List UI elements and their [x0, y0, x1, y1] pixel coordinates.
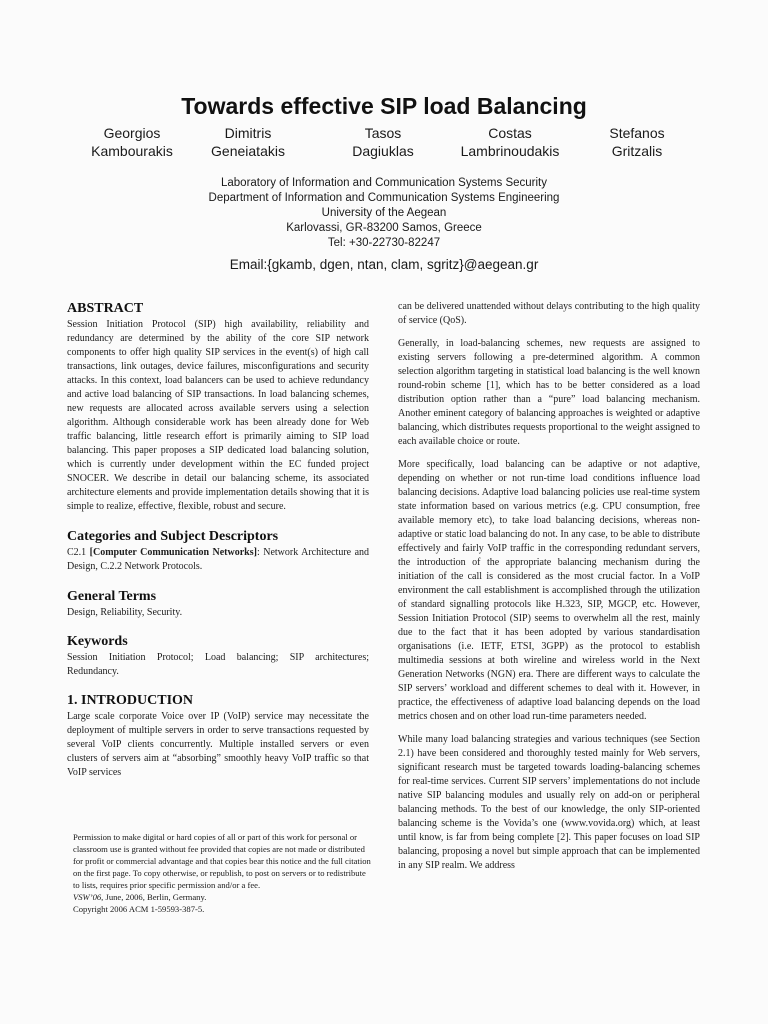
- keywords-heading: Keywords: [67, 634, 128, 649]
- permission-footnote: [73, 831, 373, 915]
- copyright-text: Copyright 2006 ACM 1-59593-387-5.: [73, 904, 205, 914]
- introduction-text: Large scale corporate Voice over IP (VoIP) service may necessitate the deployment of multiple servers in order to serve transactions requested by several VoIP clients concurrently. Multiple installed servers or even clusters of servers aim at “absorbing” smoothly heavy VoIP traffic so that VoIP services: [67, 711, 369, 778]
- abstract-heading: ABSTRACT: [67, 301, 144, 316]
- abstract-text: Session Initiation Protocol (SIP) high availability, reliability and redundancy are determined by the ability of the core SIP network components to offer high quality SIP services in the event(s) of high call transactions, link outages, device failures, misconfigurations and security attacks. In this context, load balancers can be used to achieve redundancy and active load balancing of SIP transactions. In load balancing schemes, new requests are allocated across available servers using a selection algorithm. Although considerable work has been already done for Web traffic balancing, little research effort is primarily aiming to SIP load balancing. This paper proposes a SIP dedicated load balancing solution, which is currently under development within the EC funded project SNOCER. We describe in detail our balancing scheme, its associated architecture elements and provide implementation details showing that it is simple to realize, effective, flexible, robust and secure.: [67, 319, 369, 512]
- author: [318, 124, 448, 160]
- categories-heading: Categories and Subject Descriptors: [67, 529, 279, 544]
- venue-details: , June, 2006, Berlin, Germany.: [101, 892, 207, 902]
- affiliation-block: [0, 176, 768, 251]
- affiliation-line: Laboratory of Information and Communication Systems Security: [221, 177, 547, 189]
- categories-bold: [Computer Communication Networks]: [89, 547, 257, 558]
- author-last-name: Kambourakis: [91, 143, 173, 159]
- venue-line: [73, 891, 373, 903]
- general-terms-heading: General Terms: [67, 589, 157, 604]
- author: [445, 124, 575, 160]
- author-first-name: Costas: [488, 125, 532, 141]
- categories-code: C2.1: [67, 547, 90, 558]
- body-paragraph: Generally, in load-balancing schemes, new requests are assigned to existing servers following a pre-determined algorithm. A common selection algorithm targeting in statistical load balancing is the well known round-robin scheme [1], which has to be better considered as a load distribution option rather than a “pure” load balancing mechanism. Another eminent category of balancing approaches is weighted or adaptive balancing, which distributes requests proportional to the weight assigned to each available choice or route.: [398, 338, 700, 447]
- author-email: Email:{gkamb, dgen, ntan, clam, sgritz}@aegean.gr: [229, 257, 539, 272]
- categories-text: [67, 546, 369, 574]
- body-paragraph: While many load balancing strategies and various techniques (see Section 2.1) have been considered and thoroughly tested mainly for Web servers, significant research must be targeted towards loading-balancing schemes for real-time services. Current SIP servers’ implementations do not include native SIP balancing modules and usually rely on add-on or peripheral balancing methods. To the best of our knowledge, the only SIP-oriented balancing scheme is the Vovida’s one (www.vovida.org) which, at least until know, is far from being complete [2]. This paper focuses on load SIP balancing, proposing a novel but simple approach that can be implemented in any SIP realm. We address: [398, 734, 700, 871]
- author: [572, 124, 702, 160]
- affiliation-line: Tel: +30-22730-82247: [327, 237, 441, 249]
- permission-text: Permission to make digital or hard copies of all or part of this work for personal or classroom use is granted without fee provided that copies are not made or distributed for profit or commercial advantage and that copies bear this notice and the full citation on the first page. To copy otherwise, or republish, to post on servers or to redistribute to lists, requires prior specific permission and/or a fee.: [73, 832, 371, 890]
- author-last-name: Lambrinoudakis: [460, 143, 560, 159]
- author-first-name: Stefanos: [609, 125, 665, 141]
- author-first-name: Tasos: [364, 125, 402, 141]
- venue-name: VSW’06: [73, 892, 102, 902]
- general-terms-text: Design, Reliability, Security.: [67, 607, 183, 618]
- body-paragraph: More specifically, load balancing can be adaptive or not adaptive, depending on whether or not run-time load conditions influence load balancing decisions. Adaptive load balancing policies use real-time system state information based on various metrics (e.g. CPU consumption, free available memory etc), to take load balancing decisions, whereas non-adaptive or static load balancing do not. In any case, to be able to distribute effectively and fairly VoIP traffic in the corresponding redundant servers, the introduction of the appropriate balancing mechanism during the initiation of the call is considered as the most crucial factor. In a VoIP environment the call establishment is accomplished through the utilization of standard signalling protocols like H.323, SIP, MGCP, etc. However, Session Initiation Protocol (SIP) seems to overwhelm all the rest, mainly due to the fact that it has been adopted by various standardisation organisations (i.e. IETF, ETSI, 3GPP) as the protocol to establish multimedia sessions at both wireline and wireless world in the Next Generation Networks (NGN) era. There are different ways to calculate the SIP servers’ workload and different schemes to deal with it. However, in practice, the effectiveness of adaptive load balancing depends on the load metrics chosen and on other load run-time parameters needed.: [398, 459, 700, 722]
- author-first-name: Georgios: [103, 125, 161, 141]
- affiliation-line: University of the Aegean: [321, 207, 447, 219]
- author: [183, 124, 313, 160]
- author: [67, 124, 197, 160]
- introduction-heading: 1. INTRODUCTION: [67, 693, 194, 708]
- affiliation-line: Department of Information and Communication Systems Engineering: [208, 192, 560, 204]
- affiliation-line: Karlovassi, GR-83200 Samos, Greece: [286, 222, 482, 234]
- keywords-text: Session Initiation Protocol; Load balancing; SIP architectures; Redundancy.: [67, 652, 369, 677]
- author-first-name: Dimitris: [224, 125, 272, 141]
- author-list: [60, 124, 720, 160]
- author-last-name: Dagiuklas: [352, 143, 414, 159]
- author-last-name: Geneiatakis: [211, 143, 285, 159]
- categories-rest: : Network Architecture and Design, C.2.2 Network Protocols.: [67, 547, 370, 572]
- body-paragraph: can be delivered unattended without delays contributing to the high quality of service (QoS).: [398, 301, 700, 326]
- author-last-name: Gritzalis: [611, 143, 663, 159]
- paper-title: Towards effective SIP load Balancing: [181, 93, 587, 119]
- left-column: [67, 300, 369, 780]
- right-column: [398, 300, 700, 882]
